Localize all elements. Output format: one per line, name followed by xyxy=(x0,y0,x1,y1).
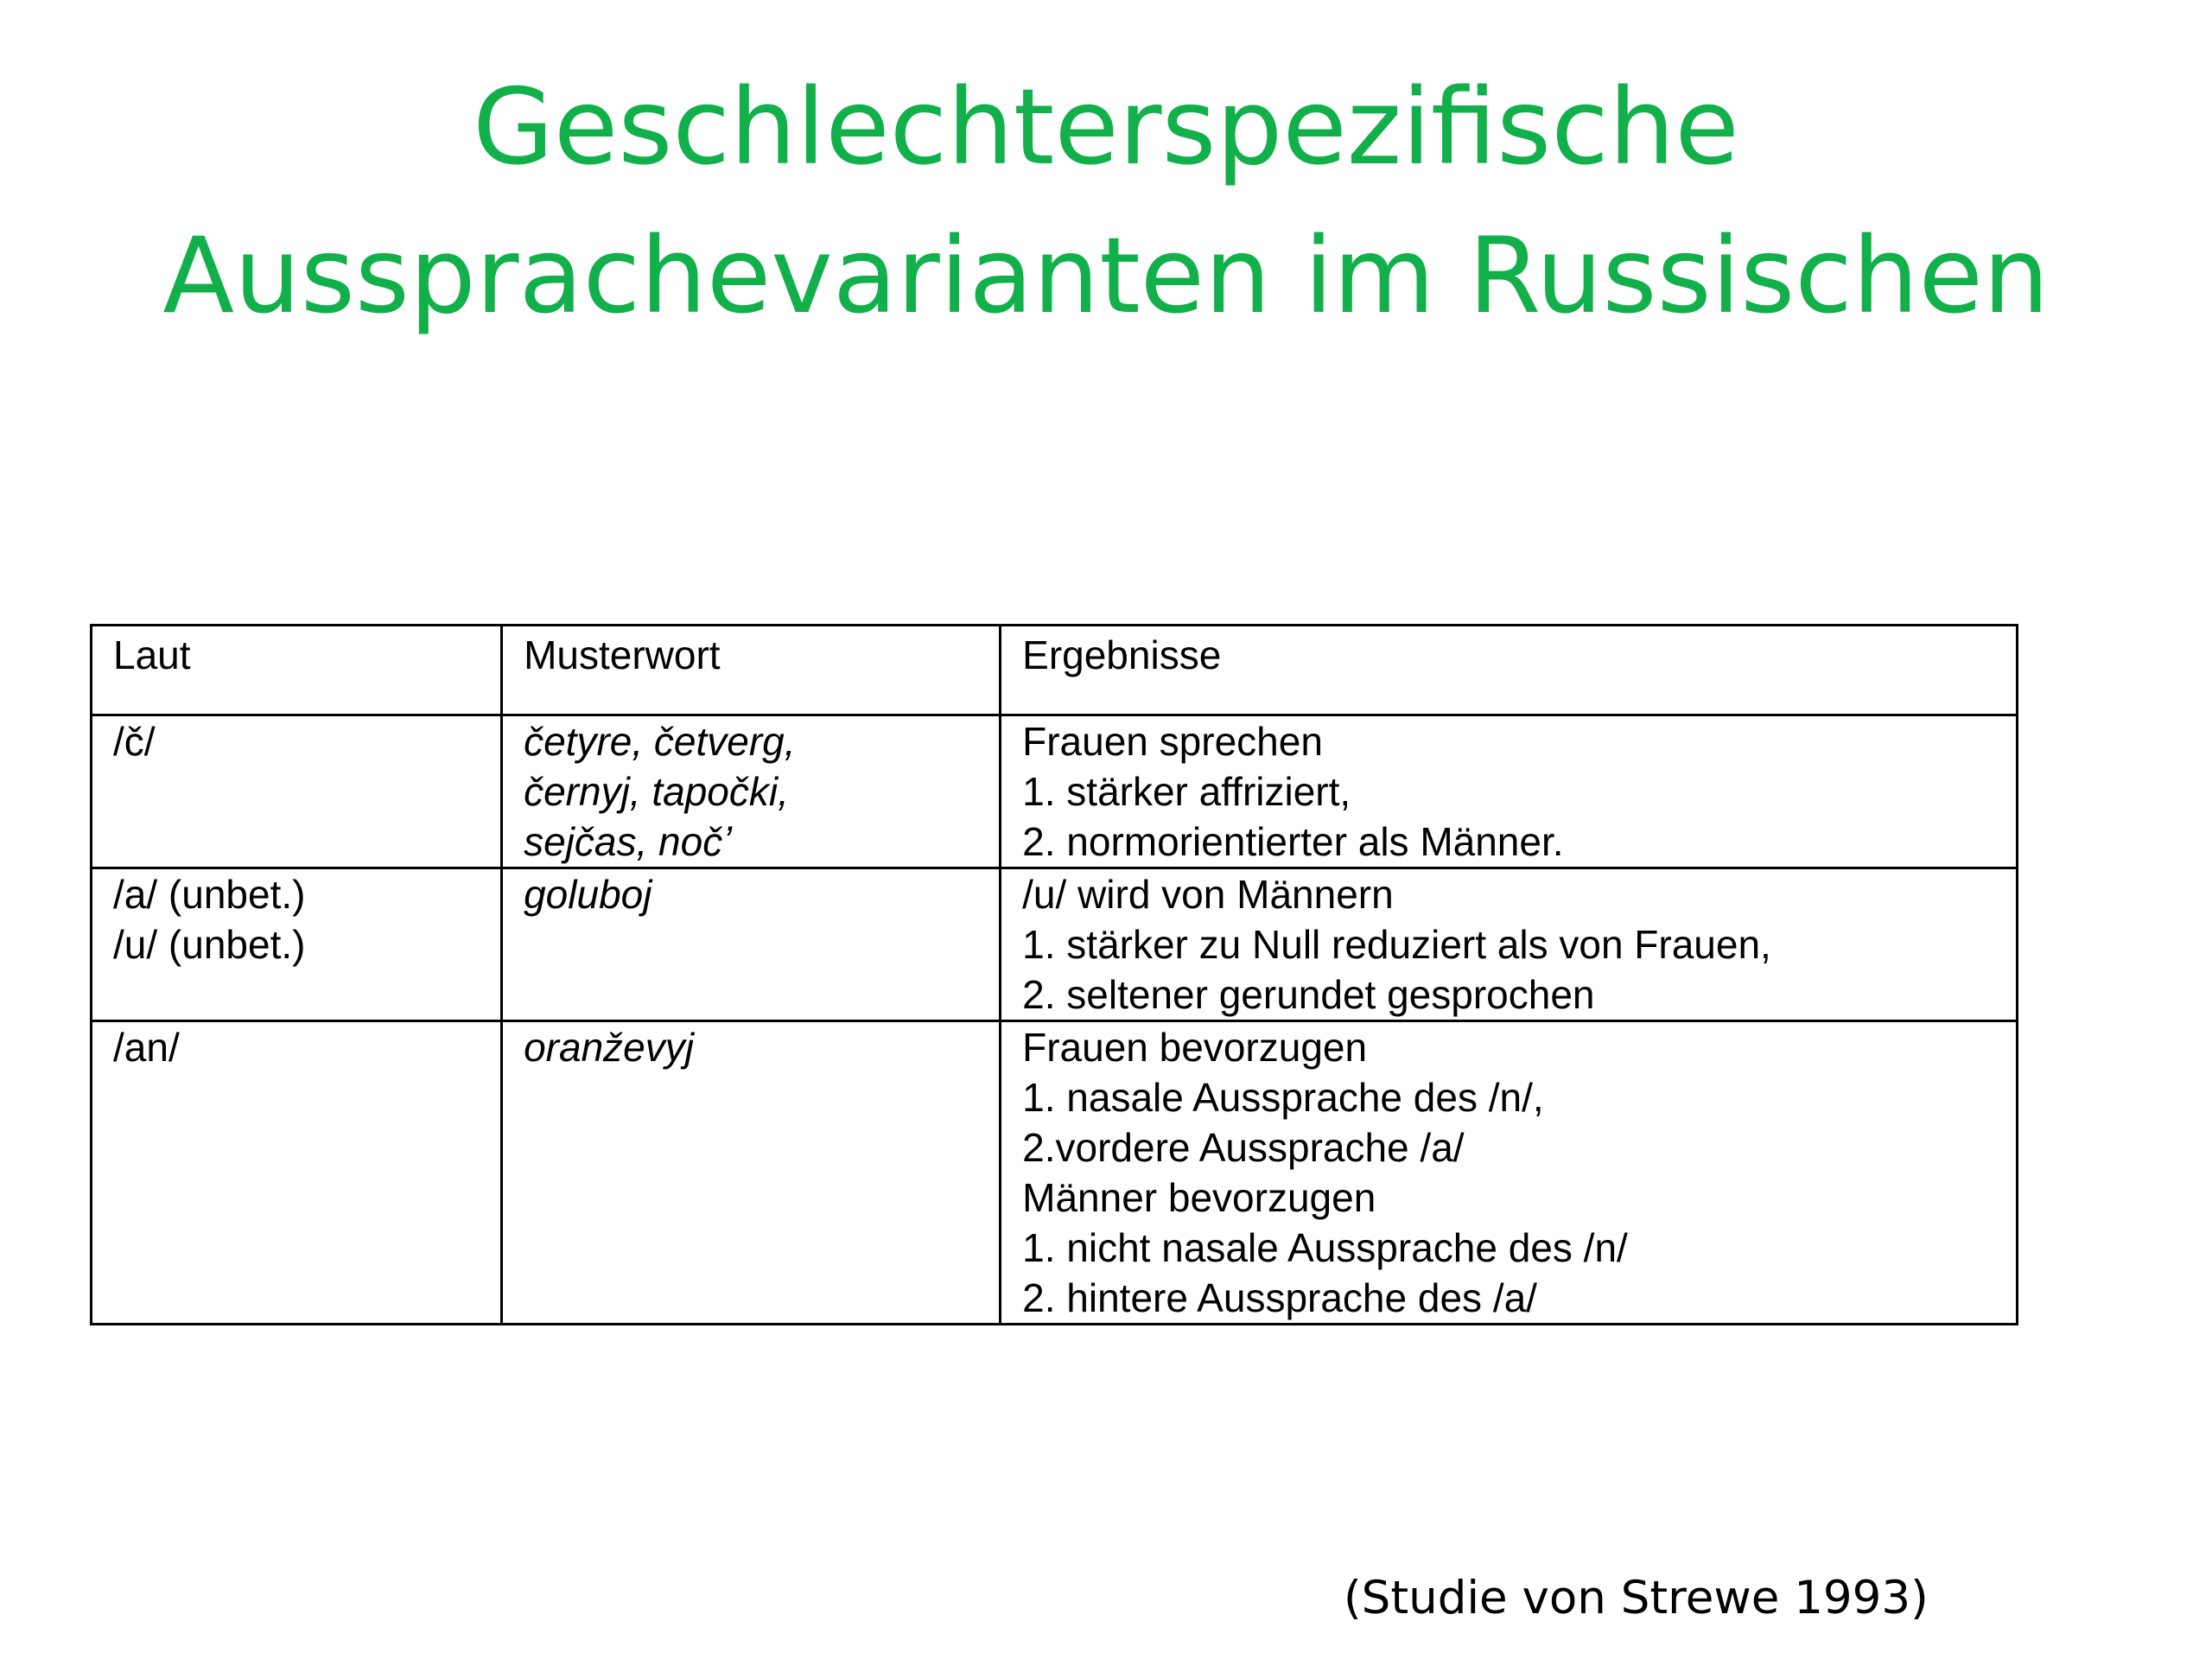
table-row xyxy=(92,868,2018,1021)
musterwort-line: oranževyj xyxy=(524,1025,694,1070)
musterwort-line: četyre, četverg, xyxy=(524,719,796,764)
table-row xyxy=(92,715,2018,868)
ergebnisse-line: 1. nicht nasale Aussprache des /n/ xyxy=(1022,1225,1628,1270)
ergebnisse-line: 2. seltener gerundet gesprochen xyxy=(1022,972,1595,1017)
slide-title xyxy=(0,54,2212,351)
cell-ergebnisse xyxy=(1001,1021,2018,1325)
laut-line: /č/ xyxy=(113,719,156,764)
cell-ergebnisse xyxy=(1001,868,2018,1021)
laut-line: /a/ (unbet.) xyxy=(113,872,306,917)
ergebnisse-line: 1. stärker zu Null reduziert als von Frauen, xyxy=(1022,922,1771,967)
cell-laut xyxy=(92,868,502,1021)
source-note: (Studie von Strewe 1993) xyxy=(1344,1572,1929,1624)
table-header-row xyxy=(92,626,2018,715)
laut-line: /an/ xyxy=(113,1025,180,1070)
musterwort-line: černyj, tapočki, xyxy=(524,769,789,814)
ergebnisse-line: Frauen bevorzugen xyxy=(1022,1025,1368,1070)
laut-line: /u/ (unbet.) xyxy=(113,922,306,967)
ergebnisse-line: 1. stärker affriziert, xyxy=(1022,769,1351,814)
header-laut: Laut xyxy=(92,626,502,715)
title-line-2: Aussprachevarianten im Russischen xyxy=(162,215,2050,337)
header-ergebnisse: Ergebnisse xyxy=(1001,626,2018,715)
cell-musterwort xyxy=(502,1021,1001,1325)
cell-laut xyxy=(92,1021,502,1325)
musterwort-line: sejčas, nočʼ xyxy=(524,819,732,864)
cell-laut xyxy=(92,715,502,868)
table-row xyxy=(92,1021,2018,1325)
ergebnisse-line: Frauen sprechen xyxy=(1022,719,1323,764)
ergebnisse-line: Männer bevorzugen xyxy=(1022,1175,1376,1220)
header-musterwort: Musterwort xyxy=(502,626,1001,715)
ergebnisse-line: 1. nasale Aussprache des /n/, xyxy=(1022,1075,1544,1120)
cell-ergebnisse xyxy=(1001,715,2018,868)
ergebnisse-line: 2.vordere Aussprache /a/ xyxy=(1022,1125,1465,1170)
title-line-1: Geschlechterspezifische xyxy=(473,67,1739,188)
pronunciation-table xyxy=(90,624,2018,1325)
musterwort-line: goluboj xyxy=(524,872,652,917)
ergebnisse-line: 2. normorientierter als Männer. xyxy=(1022,819,1564,864)
cell-musterwort xyxy=(502,715,1001,868)
cell-musterwort xyxy=(502,868,1001,1021)
ergebnisse-line: 2. hintere Aussprache des /a/ xyxy=(1022,1275,1537,1320)
ergebnisse-line: /u/ wird von Männern xyxy=(1022,872,1394,917)
